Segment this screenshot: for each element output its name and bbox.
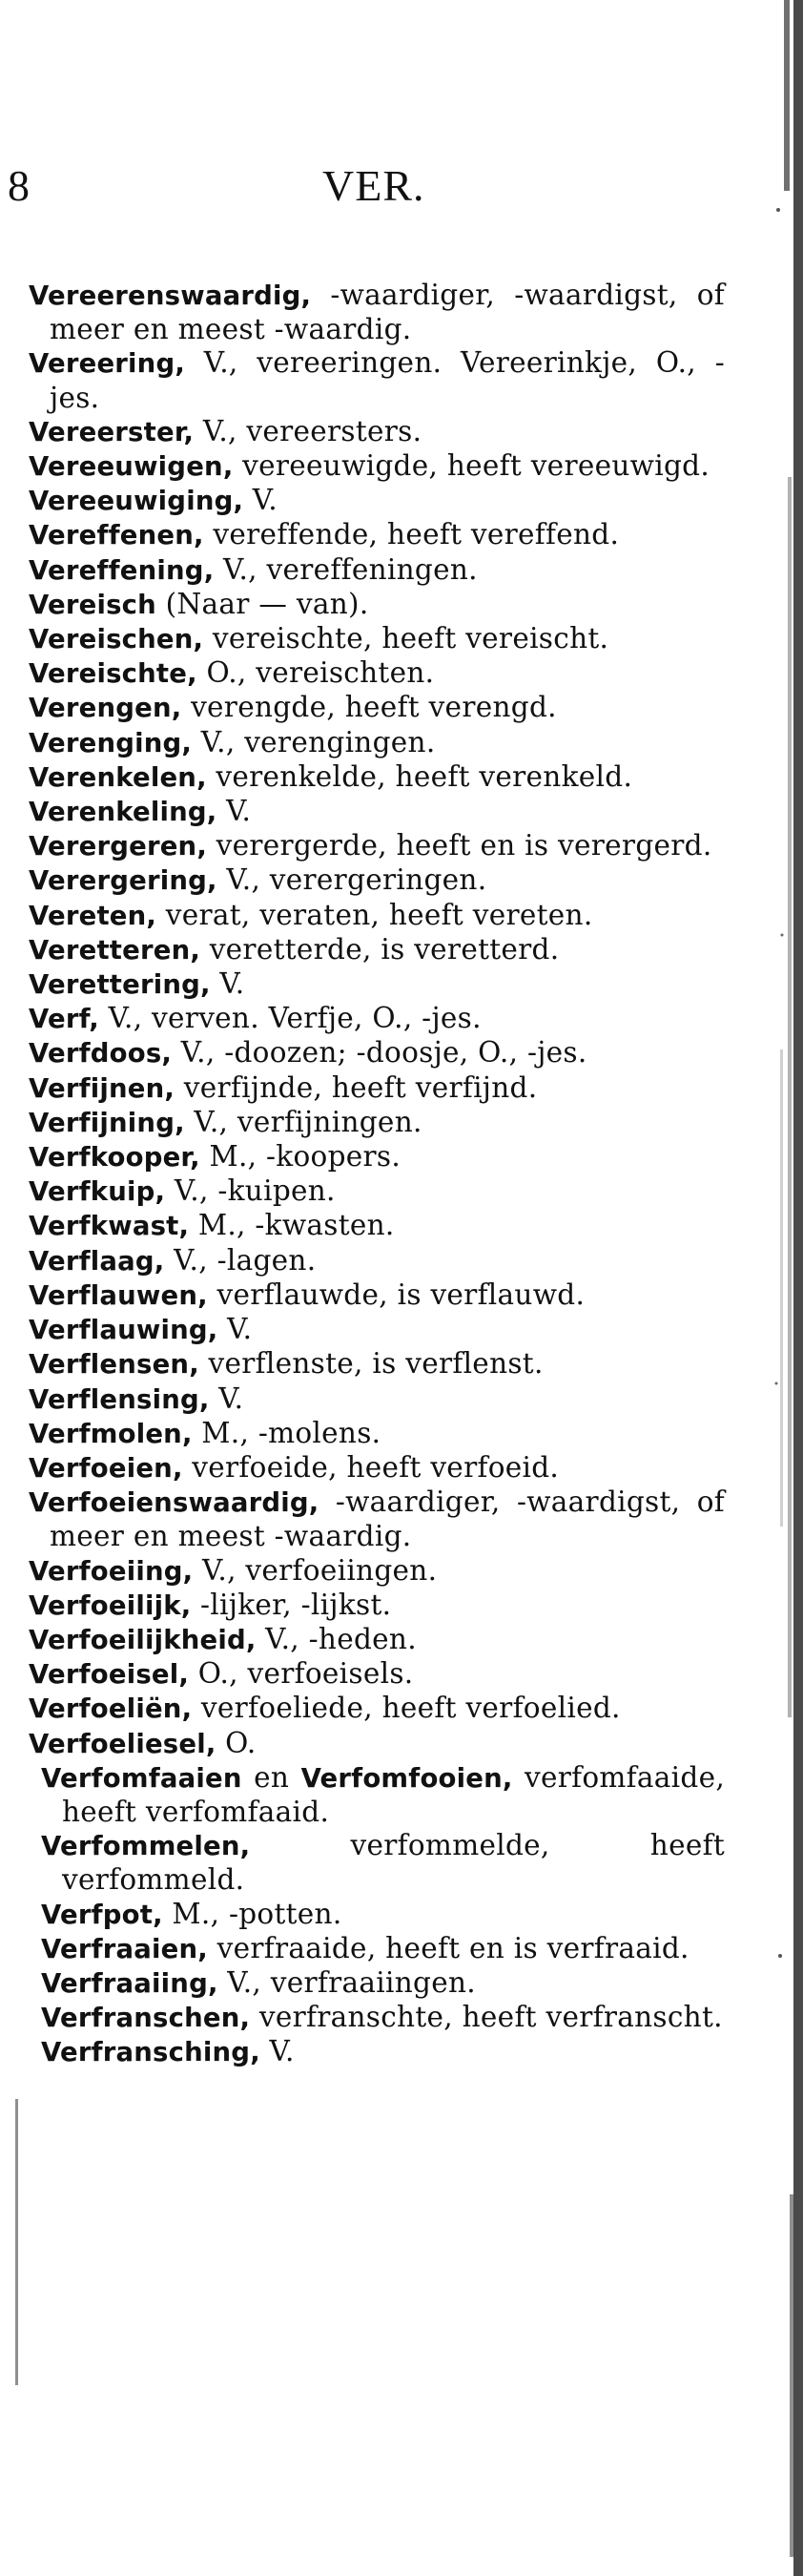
entry-headword: Verfijning, [29, 1107, 185, 1138]
entry-definition: (Naar — van). [155, 587, 369, 620]
entry-definition: V., vereffeningen. [214, 552, 478, 586]
entry-headword: Vereisch [29, 589, 156, 620]
entry-definition: verenkelde, heeft verenkeld. [206, 759, 633, 793]
entry-definition: vereischte, heeft vereischt. [203, 622, 609, 655]
entry-definition: verengde, heeft verengd. [181, 691, 557, 724]
dictionary-entry [29, 1140, 725, 1174]
entry-definition: -waardiger, -waardigst, of meer en meest -waardig. [50, 279, 725, 346]
page-number: 8 [8, 161, 30, 210]
entry-definition: veretterde, is veretterd. [200, 932, 560, 966]
entry-headword: Verfranschen, [41, 2003, 251, 2034]
entry-definition: V., -heden. [256, 1622, 417, 1655]
entry-definition: verfommelde, heeft verfommeld. [62, 1829, 725, 1897]
entry-definition: M., -kwasten. [189, 1209, 395, 1242]
entry-definition: M., -koopers. [199, 1140, 402, 1174]
entry-definition: V., vereeringen. Vereerinkje, O., -jes. [50, 346, 725, 414]
dictionary-entry [29, 899, 725, 933]
dictionary-entry [41, 1898, 725, 1932]
dictionary-entry [29, 795, 725, 829]
entry-headword: Vereischte, [29, 658, 197, 690]
dictionary-entry [29, 1002, 725, 1036]
entry-definition: V., verengingen. [192, 725, 436, 758]
dictionary-entry [29, 588, 725, 622]
dictionary-entry [29, 967, 725, 1002]
dictionary-entry [41, 2035, 725, 2069]
entry-definition: verfranschte, heeft verfranscht. [250, 2001, 723, 2034]
entry-headword: Verfoeilijkheid, [29, 1624, 257, 1655]
entry-headword: Veretteren, [29, 934, 201, 966]
dictionary-entry [29, 1692, 725, 1726]
entry-definition: V. [243, 484, 278, 517]
entry-headword: Verengen, [29, 693, 182, 724]
dictionary-entry [29, 1451, 725, 1485]
dictionary-entry [29, 1417, 725, 1451]
entry-headword: Verfoeien, [29, 1452, 183, 1484]
entry-definition: V. [216, 795, 252, 828]
dictionary-entry [29, 760, 725, 795]
entry-headword: Verenkelen, [29, 761, 207, 793]
dictionary-entry [29, 1554, 725, 1589]
dictionary-entry [29, 1382, 725, 1417]
dictionary-entry [29, 1589, 725, 1623]
entry-definition: V., verven. Verfje, O., -jes. [98, 1002, 482, 1035]
entry-headword: Verflaag, [29, 1245, 165, 1277]
entry-headword: Verfijnen, [29, 1072, 175, 1104]
entry-headword: Verfraaien, [41, 1933, 208, 1964]
dictionary-entry [29, 1174, 725, 1209]
scan-edge-shadow [771, 0, 803, 2576]
entry-definition: -lijker, -lijkst. [191, 1588, 392, 1621]
dictionary-entry [29, 1623, 725, 1657]
entry-definition: vereeuwigde, heeft vereeuwigd. [233, 449, 710, 483]
entry-definition: verfoeide, heeft verfoeid. [182, 1450, 560, 1484]
entry-headword: Vereten, [29, 900, 157, 931]
entry-headword: Verfraaiing, [41, 1967, 218, 1999]
entry-headword: Verfoeliën, [29, 1693, 193, 1725]
dictionary-entry [29, 1347, 725, 1381]
entry-headword: Verfoeienswaardig, [29, 1487, 319, 1519]
entry-headword: Verfpot, [41, 1899, 163, 1930]
dictionary-entry [29, 1278, 725, 1313]
entry-definition: vereffende, heeft vereffend. [203, 518, 620, 551]
entry-definition: verfraaide, heeft en is verfraaid. [207, 1931, 690, 1964]
dictionary-entry [29, 449, 725, 484]
entry-headword: Verenging, [29, 727, 193, 758]
entry-headword: Vereerenswaardig, [29, 280, 312, 311]
dictionary-entry [29, 656, 725, 691]
entry-headword: Vereffening, [29, 554, 215, 586]
entry-headword: Verfmolen, [29, 1418, 193, 1449]
entry-definition: verflenste, is verflenst. [198, 1347, 544, 1381]
entry-definition: M., -potten. [162, 1897, 342, 1930]
entry-headword: Verergeren, [29, 831, 207, 862]
entry-definition: -waardiger, -waardigst, of meer en meest -waardig. [50, 1485, 725, 1553]
entry-headword: Vereering, [29, 348, 185, 380]
entry-headword: Verfkuip, [29, 1176, 166, 1208]
entry-definition: V., verfraaiingen. [217, 1965, 476, 1999]
entry-headword: Verfoeiing, [29, 1555, 194, 1587]
dictionary-entry [29, 1244, 725, 1278]
entry-headword: Verfoeisel, [29, 1659, 190, 1691]
entry-definition: V., verfijningen. [184, 1105, 422, 1138]
entry-headword: Verfdoos, [29, 1038, 173, 1070]
dictionary-entry [29, 829, 725, 863]
entry-headword: Verfoeilijk, [29, 1589, 192, 1621]
entry-headword: Verfomfaaien [41, 1762, 242, 1794]
entry-headword: Vereeuwigen, [29, 451, 234, 483]
scan-rule [15, 2099, 18, 2385]
entry-headword: Vereeuwiging, [29, 486, 244, 517]
dictionary-entry [29, 518, 725, 552]
entry-definition: verfijnde, heeft verfijnd. [175, 1070, 538, 1104]
entry-headword: Verenkeling, [29, 797, 217, 828]
entry-definition: verat, veraten, heeft vereten. [156, 898, 593, 931]
dictionary-entry [29, 691, 725, 725]
running-head: VER. [322, 161, 425, 210]
dictionary-entry [29, 1657, 725, 1692]
entry-headword: Verflauwing, [29, 1315, 218, 1346]
entry-definition: V. [209, 1381, 244, 1415]
dictionary-entry [29, 346, 725, 414]
entry-definition: V., verfoeiingen. [193, 1553, 438, 1587]
entry-definition: V., -doozen; -doosje, O., -jes. [172, 1036, 587, 1070]
entry-headword: Verfommelen, [41, 1831, 251, 1862]
dictionary-entry [41, 1761, 725, 1829]
entry-headword-variant: Verfomfooien, [300, 1762, 513, 1794]
dictionary-entry [29, 1106, 725, 1140]
dictionary-entry [29, 863, 725, 898]
entry-headword: Verflauwen, [29, 1279, 208, 1311]
dictionary-entry [29, 1727, 725, 1761]
entry-definition: V. [217, 1313, 253, 1346]
dictionary-entry [29, 726, 725, 760]
entry-definition: verflauwde, is verflauwd. [207, 1278, 586, 1311]
entry-definition: M., -molens. [192, 1416, 381, 1449]
entry-definition: V., vereersters. [194, 414, 422, 447]
dictionary-entry [29, 553, 725, 588]
entry-headword: Verf, [29, 1004, 99, 1035]
dictionary-entry [41, 1966, 725, 2001]
entry-definition: verergerde, heeft en is verergerd. [206, 829, 712, 862]
entry-headword: Vereffenen, [29, 520, 204, 551]
dictionary-entry [29, 933, 725, 967]
entry-definition: O., vereischten. [196, 656, 435, 690]
entry-definition: V., -lagen. [164, 1243, 317, 1277]
dictionary-entry [41, 1932, 725, 1966]
entry-headword: Vereischen, [29, 624, 204, 655]
entry-definition: V., -kuipen. [165, 1174, 336, 1208]
entry-definition: V. [259, 2035, 295, 2068]
entry-headword: Verergering, [29, 865, 217, 897]
entry-definition: verfoeliede, heeft verfoelied. [192, 1692, 621, 1725]
entry-headword: Verettering, [29, 969, 211, 1001]
entry-headword: Verfoeliesel, [29, 1728, 216, 1759]
dictionary-entry [29, 279, 725, 346]
entry-headword: Verfkwast, [29, 1211, 190, 1242]
dictionary-entry [29, 622, 725, 656]
entry-definition: O., verfoeisels. [189, 1657, 414, 1691]
entry-definition: en [241, 1760, 301, 1794]
dictionary-entry [29, 1071, 725, 1106]
entry-definition: V. [210, 967, 245, 1001]
dictionary-entry [29, 484, 725, 518]
entry-headword: Verflensing, [29, 1383, 210, 1415]
dictionary-entries [29, 279, 725, 2070]
entry-definition: verfomfaaide, heeft verfomfaaid. [62, 1760, 726, 1828]
dictionary-entry [29, 415, 725, 449]
dictionary-entry [29, 1313, 725, 1347]
dictionary-entry [29, 1209, 725, 1243]
dictionary-entry [29, 1036, 725, 1070]
dictionary-entry [29, 1485, 725, 1553]
dictionary-entry [41, 2001, 725, 2035]
entry-definition: V., verergeringen. [216, 863, 487, 897]
entry-headword: Verflensen, [29, 1349, 199, 1381]
entry-headword: Vereerster, [29, 416, 195, 447]
dictionary-entry [41, 1829, 725, 1897]
entry-headword: Verfransching, [41, 2037, 260, 2068]
entry-definition: O. [216, 1726, 257, 1759]
entry-headword: Verfkooper, [29, 1142, 200, 1174]
